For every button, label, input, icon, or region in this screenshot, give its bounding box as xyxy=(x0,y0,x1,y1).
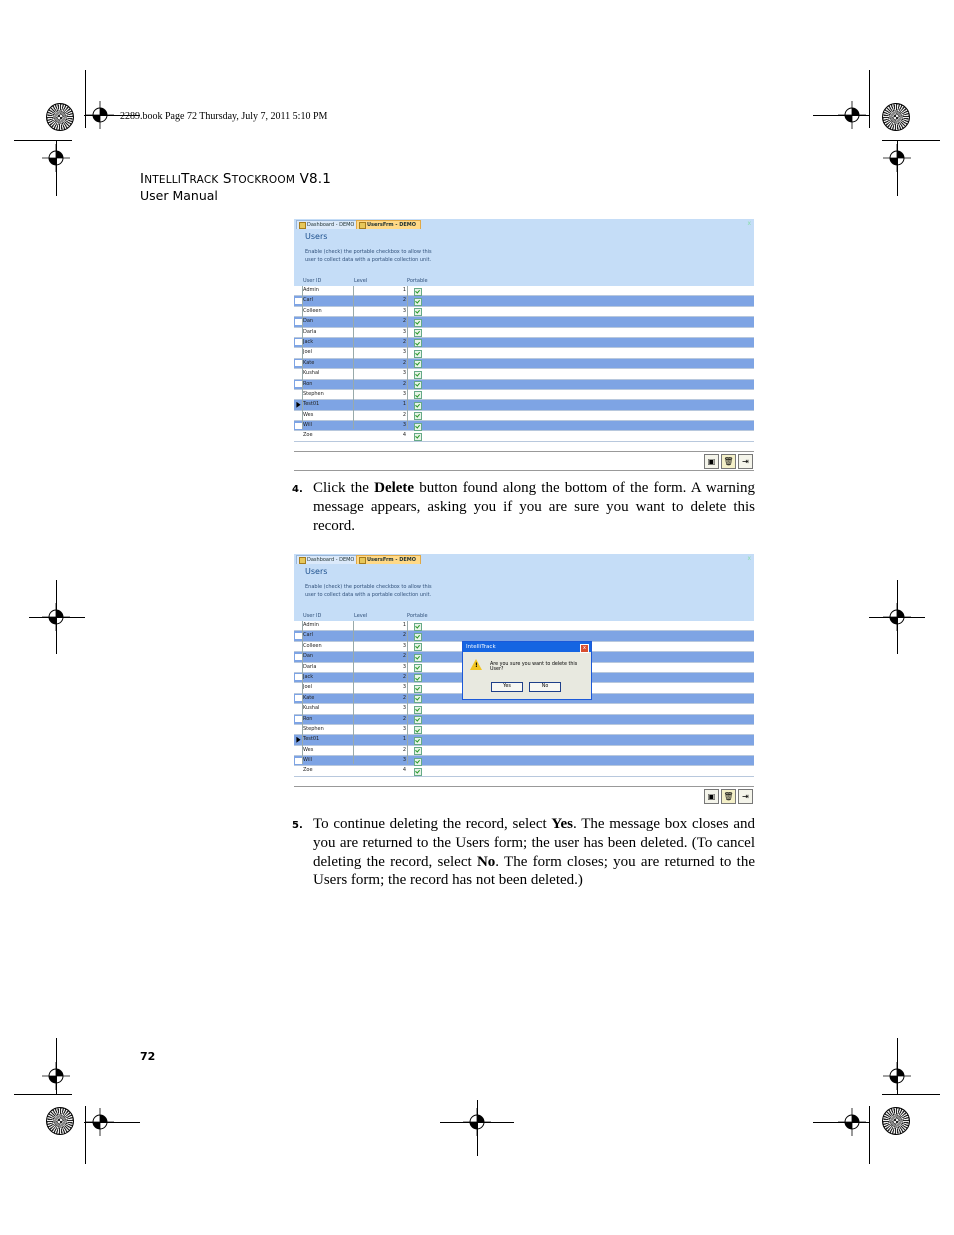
registration-mark-icon xyxy=(883,1062,911,1090)
color-target-icon xyxy=(882,1107,910,1135)
level-cell[interactable]: 3 xyxy=(402,307,406,314)
level-cell[interactable]: 2 xyxy=(402,632,406,639)
tab-label: UsersFrm - DEMO xyxy=(367,557,416,563)
level-cell[interactable]: 2 xyxy=(402,297,406,304)
new-button[interactable] xyxy=(704,789,719,804)
table-row[interactable] xyxy=(294,621,754,631)
portable-checkbox[interactable] xyxy=(414,674,422,682)
record-selector[interactable] xyxy=(295,633,302,639)
footer-divider xyxy=(294,451,754,452)
record-selector[interactable] xyxy=(295,288,302,294)
portable-checkbox[interactable] xyxy=(414,737,422,745)
step-number: 5. xyxy=(292,820,303,831)
table-row[interactable] xyxy=(294,317,754,327)
record-selector[interactable] xyxy=(295,423,302,429)
dialog-message: Are you sure you want to delete this User? xyxy=(490,662,578,672)
footer-divider xyxy=(294,470,754,471)
column-header-level: Level xyxy=(354,613,368,619)
level-cell[interactable]: 3 xyxy=(402,757,406,764)
column-header-portable: Portable xyxy=(407,613,428,619)
level-cell[interactable]: 1 xyxy=(402,622,406,628)
tab-usersfrm[interactable] xyxy=(356,220,421,229)
table-row[interactable] xyxy=(294,715,754,725)
table-row[interactable] xyxy=(294,746,754,756)
tab-label: UsersFrm - DEMO xyxy=(367,222,416,228)
level-cell[interactable]: 2 xyxy=(402,715,406,722)
level-cell[interactable]: 2 xyxy=(402,380,406,387)
user-id-cell[interactable]: Admin xyxy=(303,287,319,293)
tab-usersfrm[interactable] xyxy=(356,555,421,564)
record-selector[interactable] xyxy=(295,747,302,753)
title-part: RACK xyxy=(189,174,219,186)
current-record-arrow-icon[interactable] xyxy=(295,737,302,743)
close-icon[interactable]: x xyxy=(747,220,751,227)
portable-checkbox[interactable] xyxy=(414,685,422,693)
table-row[interactable] xyxy=(294,380,754,390)
level-cell[interactable]: 3 xyxy=(402,422,406,429)
portable-checkbox[interactable] xyxy=(414,329,422,337)
user-id-cell[interactable]: Kate xyxy=(303,359,315,366)
column-header-user-id: User ID xyxy=(303,278,322,284)
level-cell[interactable]: 1 xyxy=(402,736,406,743)
record-selector[interactable] xyxy=(295,643,302,649)
portable-checkbox[interactable] xyxy=(414,371,422,379)
record-selector[interactable] xyxy=(295,371,302,377)
registration-mark-icon xyxy=(86,1108,114,1136)
step-bold-term: No xyxy=(476,853,496,870)
user-id-cell[interactable]: Joel xyxy=(303,349,312,356)
record-selector[interactable] xyxy=(295,716,302,722)
step-text: . The message box closes and you are returned to the Users form; the user has been deleted. (To cancel deleting the record, select xyxy=(313,816,755,870)
portable-checkbox[interactable] xyxy=(414,664,422,672)
running-head-subtitle: User Manual xyxy=(140,188,218,203)
title-part: I xyxy=(140,171,145,187)
portable-checkbox[interactable] xyxy=(414,433,422,441)
record-selector[interactable] xyxy=(295,706,302,712)
table-row[interactable] xyxy=(294,766,754,776)
user-id-cell[interactable]: Kushal xyxy=(303,370,320,377)
grid-line xyxy=(353,286,354,429)
no-button[interactable]: No xyxy=(529,682,561,692)
table-row[interactable] xyxy=(294,286,754,296)
table-row[interactable] xyxy=(294,704,754,714)
level-cell[interactable]: 2 xyxy=(402,653,406,660)
portable-checkbox[interactable] xyxy=(414,402,422,410)
color-target-icon xyxy=(882,103,910,131)
record-selector[interactable] xyxy=(295,329,302,335)
registration-mark-icon xyxy=(838,101,866,129)
user-id-cell[interactable]: Stephen xyxy=(303,390,324,397)
color-target-icon xyxy=(46,1107,74,1135)
table-row[interactable] xyxy=(294,756,754,766)
step-bold-term: Yes xyxy=(551,816,574,832)
record-selector[interactable] xyxy=(295,412,302,418)
running-head-title xyxy=(140,171,331,187)
level-cell[interactable]: 2 xyxy=(402,318,406,325)
table-row[interactable] xyxy=(294,369,754,379)
new-button[interactable] xyxy=(704,454,719,469)
new-icon: ▣ xyxy=(707,457,716,466)
step-number: 4. xyxy=(292,484,303,495)
grid-line xyxy=(407,621,408,764)
portable-checkbox[interactable] xyxy=(414,381,422,389)
form-icon xyxy=(299,222,306,229)
color-target-icon xyxy=(46,103,74,131)
column-headers xyxy=(294,277,754,286)
portable-checkbox[interactable] xyxy=(414,339,422,347)
exit-button[interactable] xyxy=(738,454,753,469)
user-id-cell[interactable]: Darla xyxy=(303,328,317,335)
portable-checkbox[interactable] xyxy=(414,758,422,766)
user-id-cell[interactable]: Will xyxy=(303,422,313,429)
portable-checkbox[interactable] xyxy=(414,412,422,420)
page-number: 72 xyxy=(140,1050,156,1063)
level-cell[interactable]: 3 xyxy=(402,684,406,691)
form-icon xyxy=(359,222,366,229)
record-selector[interactable] xyxy=(295,623,302,629)
record-selector[interactable] xyxy=(295,319,302,325)
user-id-cell[interactable]: Admin xyxy=(303,622,319,628)
title-part: NTELLI xyxy=(144,174,182,186)
title-part: TOCKROOM xyxy=(231,174,296,186)
record-selector[interactable] xyxy=(295,433,302,439)
new-icon: ▣ xyxy=(707,792,716,801)
delete-confirm-dialog xyxy=(462,641,592,700)
step-text: Click the xyxy=(313,480,375,496)
portable-checkbox[interactable] xyxy=(414,695,422,703)
tab-label: Dashboard - DEMO xyxy=(307,222,355,228)
registration-mark-icon xyxy=(86,101,114,129)
level-cell[interactable]: 3 xyxy=(402,705,406,712)
user-id-cell[interactable]: Colleen xyxy=(303,307,322,314)
exit-icon: ⇥ xyxy=(742,792,749,801)
level-cell[interactable]: 2 xyxy=(402,411,406,418)
record-selector[interactable] xyxy=(295,360,302,366)
registration-mark-icon xyxy=(883,603,911,631)
user-id-cell[interactable]: Darla xyxy=(303,663,317,670)
table-row[interactable] xyxy=(294,307,754,317)
registration-mark-icon xyxy=(463,1108,491,1136)
portable-checkbox[interactable] xyxy=(414,654,422,662)
dialog-close-button[interactable]: x xyxy=(580,644,589,653)
step-text: To continue deleting the record, select xyxy=(313,816,552,832)
form-description: Enable (check) the portable checkbox to allow this user to collect data with a portable collection unit. xyxy=(305,584,432,598)
portable-checkbox[interactable] xyxy=(414,706,422,714)
level-cell[interactable]: 3 xyxy=(402,349,406,356)
portable-checkbox[interactable] xyxy=(414,360,422,368)
step-4-text xyxy=(313,479,755,535)
footer-divider xyxy=(294,786,754,787)
record-selector[interactable] xyxy=(295,695,302,701)
level-cell[interactable]: 2 xyxy=(402,746,406,753)
level-cell[interactable]: 3 xyxy=(402,725,406,732)
step-text: . The form closes; you are returned to the Users form; the record has not been deleted.) xyxy=(313,853,755,889)
user-id-cell[interactable]: Jack xyxy=(303,338,314,345)
record-selector[interactable] xyxy=(295,685,302,691)
user-id-cell[interactable]: Colleen xyxy=(303,642,322,649)
tab-dashboard[interactable] xyxy=(296,555,359,564)
level-cell[interactable]: 4 xyxy=(402,767,406,774)
table-row[interactable] xyxy=(294,328,754,338)
record-selector[interactable] xyxy=(295,350,302,356)
record-selector[interactable] xyxy=(295,308,302,314)
tab-dashboard[interactable] xyxy=(296,220,359,229)
registration-mark-icon xyxy=(42,603,70,631)
user-id-cell[interactable]: Kushal xyxy=(303,705,320,712)
level-cell[interactable]: 3 xyxy=(402,663,406,670)
table-row[interactable] xyxy=(294,400,754,410)
step-text: button found along the bottom of the form. A warning message appears, asking you if you are sure you want to delete this record. xyxy=(313,480,755,534)
warning-icon: ! xyxy=(475,662,478,669)
portable-checkbox[interactable] xyxy=(414,643,422,651)
column-header-user-id: User ID xyxy=(303,613,322,619)
portable-checkbox[interactable] xyxy=(414,747,422,755)
level-cell[interactable]: 1 xyxy=(402,287,406,293)
user-id-cell[interactable]: Ron xyxy=(303,715,313,722)
portable-checkbox[interactable] xyxy=(414,350,422,358)
tab-label: Dashboard - DEMO xyxy=(307,557,355,563)
portable-checkbox[interactable] xyxy=(414,423,422,431)
portable-checkbox[interactable] xyxy=(414,298,422,306)
portable-checkbox[interactable] xyxy=(414,308,422,316)
column-header-level: Level xyxy=(354,278,368,284)
grid-line xyxy=(302,286,303,429)
record-selector[interactable] xyxy=(295,391,302,397)
portable-checkbox[interactable] xyxy=(414,768,422,776)
portable-checkbox[interactable] xyxy=(414,716,422,724)
table-row[interactable] xyxy=(294,390,754,400)
user-id-cell[interactable]: Jack xyxy=(303,673,314,680)
registration-mark-icon xyxy=(42,144,70,172)
level-cell[interactable]: 3 xyxy=(402,642,406,649)
registration-mark-icon xyxy=(42,1062,70,1090)
record-selector[interactable] xyxy=(295,664,302,670)
table-row[interactable] xyxy=(294,725,754,735)
user-id-cell[interactable]: Stephen xyxy=(303,725,324,732)
title-part: T xyxy=(181,171,190,187)
table-row[interactable] xyxy=(294,735,754,745)
portable-checkbox[interactable] xyxy=(414,319,422,327)
grid-line xyxy=(407,286,408,429)
title-part: V8.1 xyxy=(295,171,332,187)
portable-checkbox[interactable] xyxy=(414,288,422,296)
grid-line xyxy=(302,621,303,764)
exit-icon: ⇥ xyxy=(742,457,749,466)
user-id-cell[interactable]: Wes xyxy=(303,746,314,753)
registration-mark-icon xyxy=(838,1108,866,1136)
user-id-cell[interactable]: Joel xyxy=(303,684,312,691)
title-part: S xyxy=(218,171,232,187)
delete-icon: 🗑 xyxy=(723,792,734,801)
dialog-title: IntelliTrack xyxy=(466,644,496,650)
step-5-text xyxy=(313,815,755,890)
form-icon xyxy=(299,557,306,564)
table-row[interactable] xyxy=(294,411,754,421)
user-id-cell[interactable]: Carl xyxy=(303,632,313,639)
print-slug: 2289.book Page 72 Thursday, July 7, 2011 5:10 PM xyxy=(120,111,328,122)
column-headers xyxy=(294,612,754,621)
level-cell[interactable]: 2 xyxy=(402,338,406,345)
record-selector[interactable] xyxy=(295,758,302,764)
form-description: Enable (check) the portable checkbox to allow this user to collect data with a portable collection unit. xyxy=(305,249,432,263)
table-row[interactable] xyxy=(294,296,754,306)
user-id-cell[interactable]: Ron xyxy=(303,380,313,387)
user-id-cell[interactable]: Test01 xyxy=(303,401,320,408)
grid-line xyxy=(353,621,354,764)
table-row[interactable] xyxy=(294,359,754,369)
record-selector[interactable] xyxy=(295,726,302,732)
portable-checkbox[interactable] xyxy=(414,623,422,631)
record-selector[interactable] xyxy=(295,654,302,660)
table-row[interactable] xyxy=(294,421,754,431)
record-selector[interactable] xyxy=(295,768,302,774)
level-cell[interactable]: 3 xyxy=(402,328,406,335)
delete-icon: 🗑 xyxy=(723,457,734,466)
level-cell[interactable]: 4 xyxy=(402,432,406,439)
user-id-cell[interactable]: Will xyxy=(303,757,313,764)
yes-button[interactable]: Yes xyxy=(491,682,523,692)
level-cell[interactable]: 2 xyxy=(402,359,406,366)
table-row[interactable] xyxy=(294,348,754,358)
registration-mark-icon xyxy=(883,144,911,172)
level-cell[interactable]: 3 xyxy=(402,390,406,397)
dialog-titlebar xyxy=(463,642,591,652)
user-id-cell[interactable]: Kate xyxy=(303,694,315,701)
column-header-portable: Portable xyxy=(407,278,428,284)
delete-button[interactable] xyxy=(721,789,736,804)
portable-checkbox[interactable] xyxy=(414,726,422,734)
record-selector[interactable] xyxy=(295,339,302,345)
users-table xyxy=(294,286,754,442)
portable-checkbox[interactable] xyxy=(414,633,422,641)
step-bold-term: Delete xyxy=(374,480,415,496)
close-icon[interactable]: x xyxy=(747,555,751,562)
current-record-arrow-icon[interactable] xyxy=(295,402,302,408)
record-selector[interactable] xyxy=(295,381,302,387)
record-selector[interactable] xyxy=(295,674,302,680)
user-id-cell[interactable]: Dan xyxy=(303,653,314,660)
table-row[interactable] xyxy=(294,431,754,441)
exit-button[interactable] xyxy=(738,789,753,804)
user-id-cell[interactable]: Zoe xyxy=(303,767,313,774)
form-title: Users xyxy=(305,232,328,241)
portable-checkbox[interactable] xyxy=(414,391,422,399)
record-selector[interactable] xyxy=(295,298,302,304)
level-cell[interactable]: 2 xyxy=(402,694,406,701)
level-cell[interactable]: 3 xyxy=(402,370,406,377)
form-icon xyxy=(359,557,366,564)
level-cell[interactable]: 1 xyxy=(402,401,406,408)
delete-button[interactable] xyxy=(721,454,736,469)
form-title: Users xyxy=(305,567,328,576)
level-cell[interactable]: 2 xyxy=(402,673,406,680)
users-form-screenshot xyxy=(294,219,754,471)
user-id-cell[interactable]: Wes xyxy=(303,411,314,418)
user-id-cell[interactable]: Zoe xyxy=(303,432,313,439)
table-row[interactable] xyxy=(294,338,754,348)
users-form-delete-dialog-screenshot xyxy=(294,554,754,805)
user-id-cell[interactable]: Test01 xyxy=(303,736,320,743)
user-id-cell[interactable]: Carl xyxy=(303,297,313,304)
user-id-cell[interactable]: Dan xyxy=(303,318,314,325)
